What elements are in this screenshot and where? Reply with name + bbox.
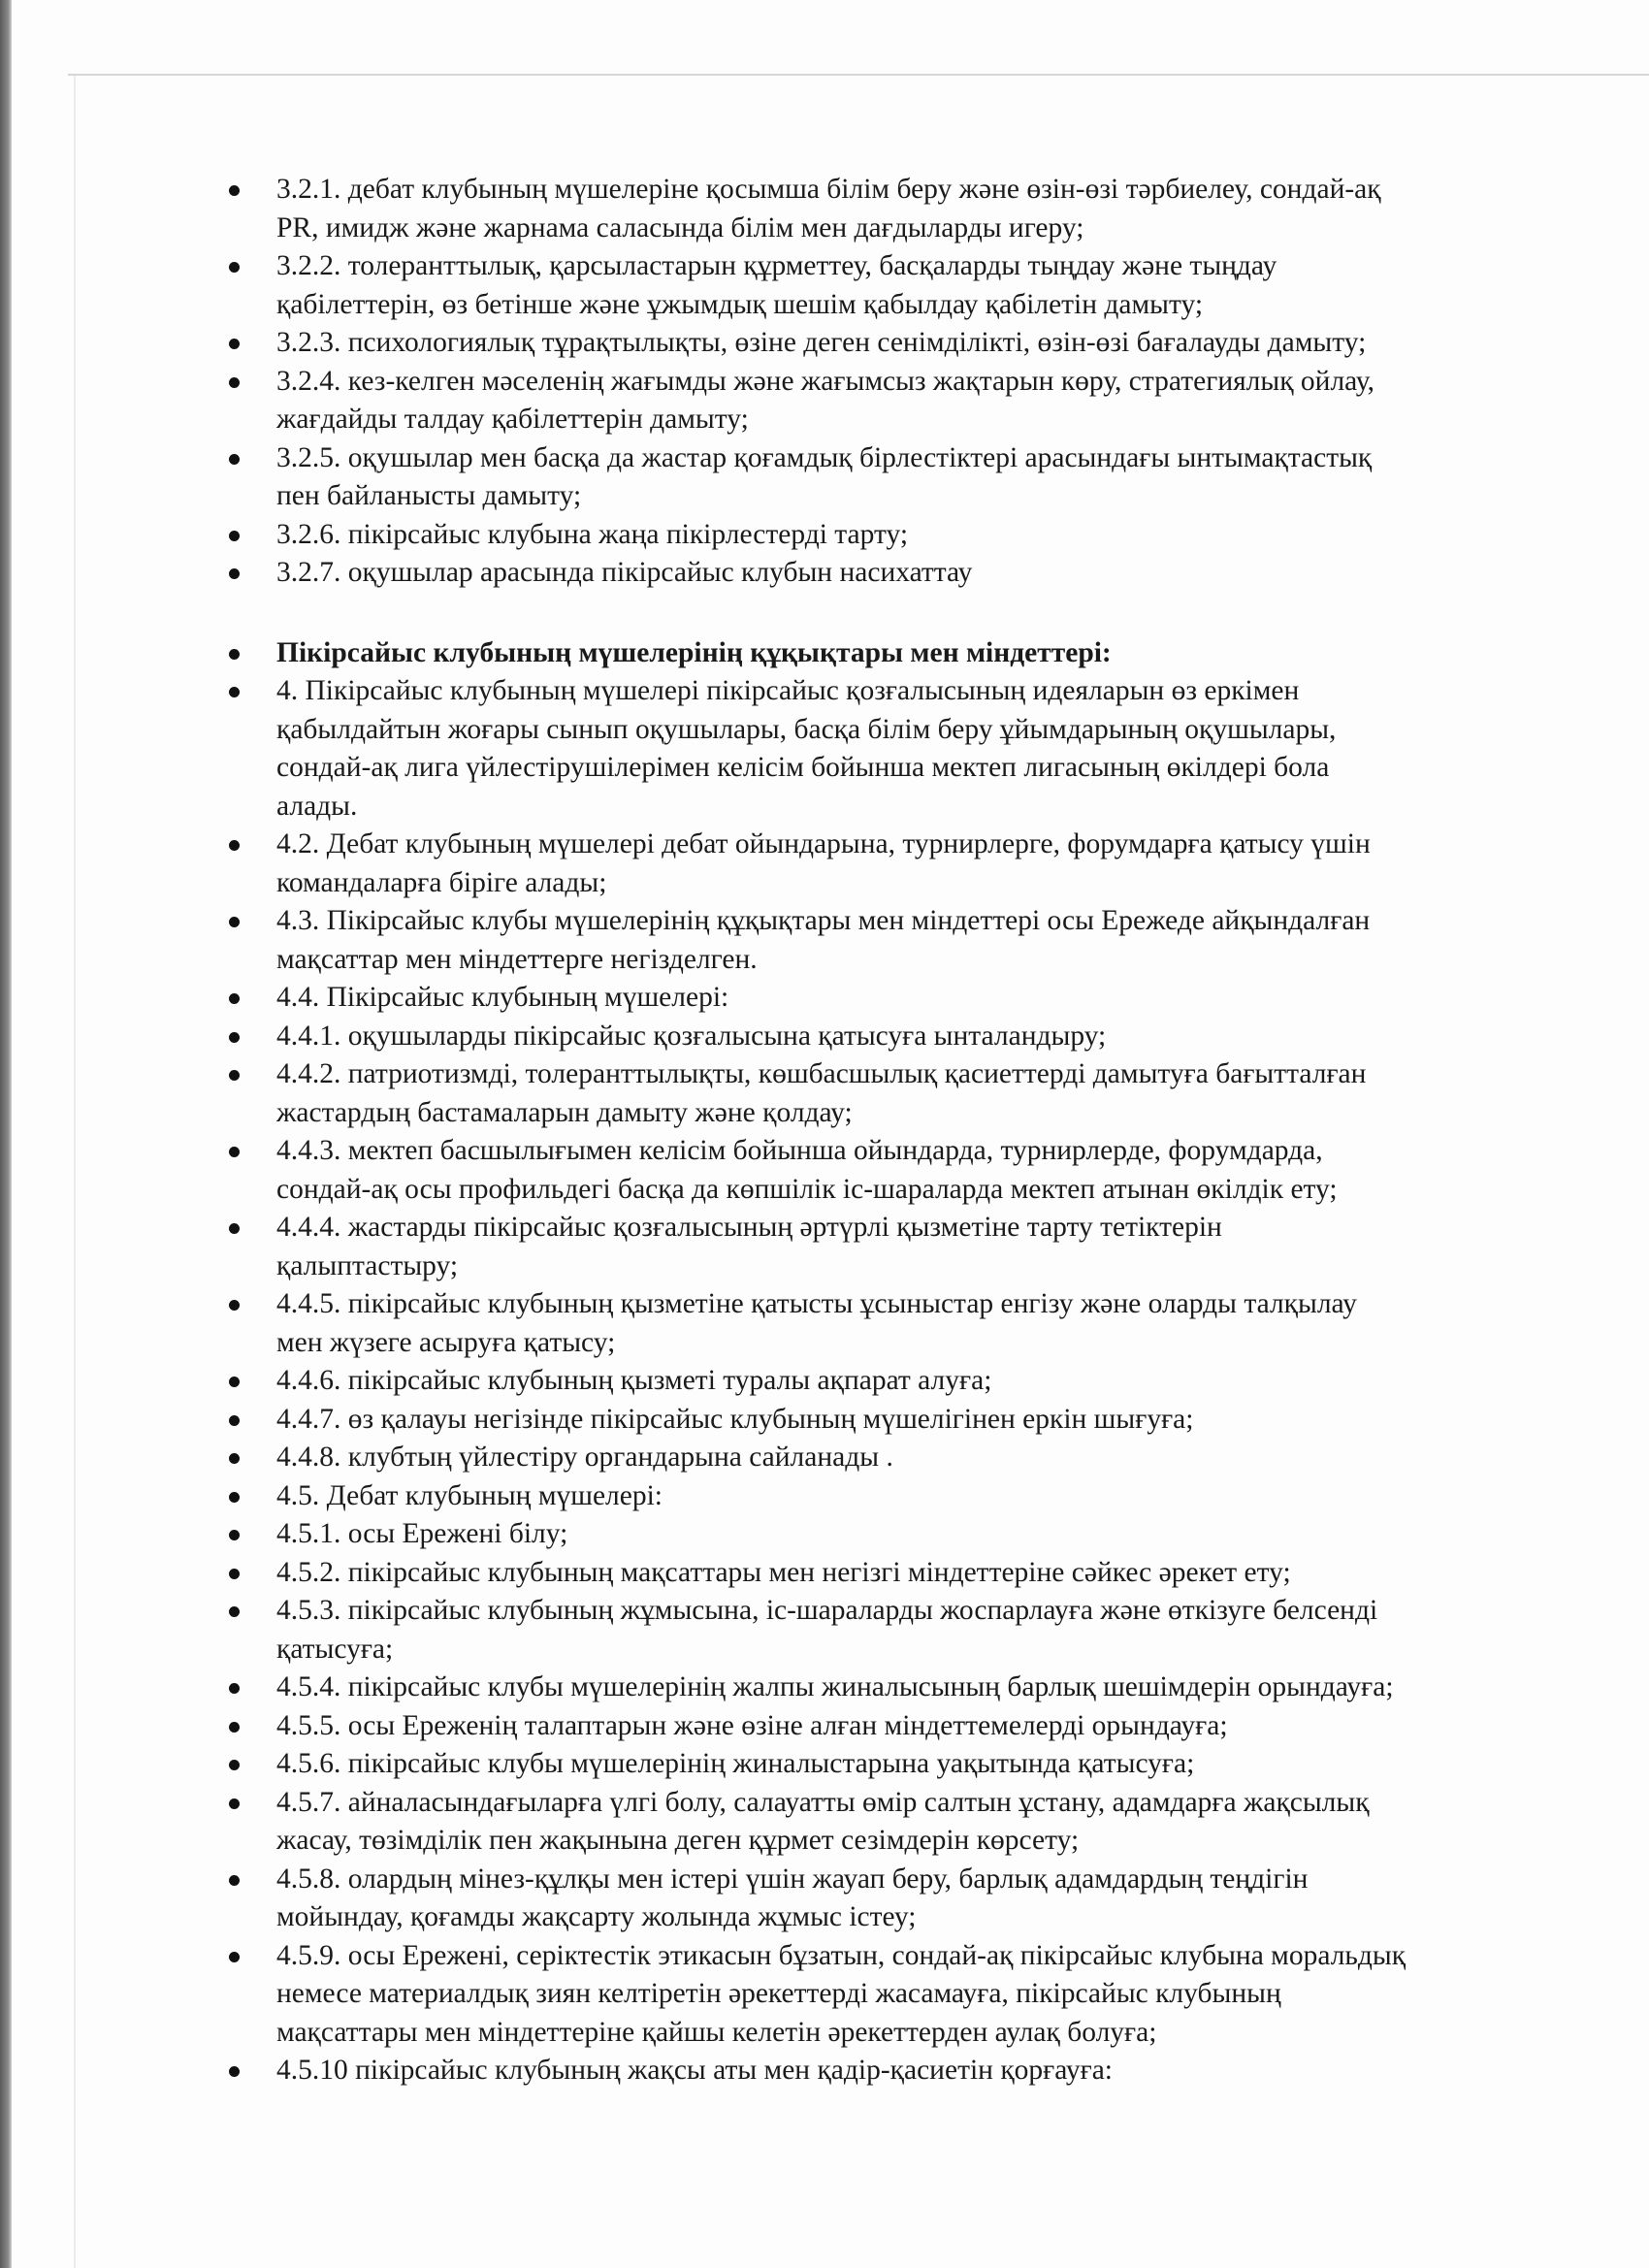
- bullet-icon: [229, 1606, 240, 1617]
- bullet-icon: [229, 1300, 240, 1311]
- list-item: [0, 516, 1649, 555]
- list-item: [0, 324, 1649, 363]
- bullet-icon: [229, 1683, 240, 1694]
- list-item-line: 4.5.3. пікірсайыс клубының жұмысына, іс-шараларды жоспарлауға және өткізуге белсенді: [276, 1595, 1378, 1626]
- bullet-icon: [229, 1875, 240, 1886]
- list-item: [0, 1669, 1649, 1707]
- bullet-icon: [229, 454, 240, 465]
- list-item-line: 4. Пікірсайыс клубының мүшелері пікірсайыс қозғалысының идеяларын өз еркімен: [276, 675, 1300, 706]
- list-item-line: 4.4. Пікірсайыс клубының мүшелері:: [276, 982, 729, 1013]
- document-page: [0, 171, 1649, 2090]
- list-item-line: 4.5.2. пікірсайыс клубының мақсаттары мен негізгі міндеттеріне сәйкес әрекет ету;: [276, 1556, 1291, 1588]
- list-item: [0, 247, 1649, 324]
- list-item: [0, 1707, 1649, 1746]
- list-item-line: 4.5.1. осы Ережені білу;: [276, 1518, 568, 1549]
- list-item-line: қабілеттерін, өз бетінше және ұжымдық шешім қабылдау қабілетін дамыту;: [276, 288, 1204, 320]
- list-item: [0, 1018, 1649, 1056]
- list-item: [0, 1439, 1649, 1477]
- list-item-line: 4.4.3. мектеп басшылығымен келісім бойынша ойындарда, турнирлерде, форумдарда,: [276, 1135, 1323, 1166]
- bullet-icon: [229, 1147, 240, 1157]
- list-item-line: жағдайды талдау қабілеттерін дамыту;: [276, 404, 749, 435]
- section-4-heading: [0, 634, 1649, 673]
- list-item-line: мақсаттар мен міндеттерге негізделген.: [276, 943, 758, 975]
- list-item: [0, 1784, 1649, 1861]
- list-item: [0, 672, 1649, 826]
- list-item: [0, 171, 1649, 247]
- bullet-icon: [229, 1032, 240, 1043]
- bullet-icon: [229, 1530, 240, 1540]
- list-item-line: сондай-ақ осы профильдегі басқа да көпшілік іс-шараларда мектеп атынан өкілдік ету;: [276, 1173, 1338, 1205]
- bullet-icon: [229, 993, 240, 1004]
- list-item-line: 4.5.5. осы Ереженің талаптарын және өзіне алған міндеттемелерді орындауға;: [276, 1709, 1228, 1741]
- list-item-line: 4.4.7. өз қалауы негізінде пікірсайыс клубының мүшелігінен еркін шығуға;: [276, 1403, 1194, 1435]
- bullet-icon: [229, 649, 240, 660]
- list-item: [0, 1285, 1649, 1362]
- bullet-icon: [229, 1223, 240, 1234]
- list-item: [0, 1477, 1649, 1516]
- list-item-line: 3.2.1. дебат клубының мүшелеріне қосымша білім беру және өзін-өзі тәрбиелеу, сондай-ақ: [276, 174, 1381, 205]
- list-item-line: 3.2.7. оқушылар арасында пікірсайыс клубын насихаттау: [276, 557, 973, 588]
- bullet-icon: [229, 1722, 240, 1733]
- list-item-line: 4.3. Пікірсайыс клубы мүшелерінің құқықтары мен міндеттері осы Ережеде айқындалған: [276, 905, 1371, 936]
- list-item-line: сондай-ақ лига үйлестірушілерімен келісім бойынша мектеп лигасының өкілдері бола: [276, 752, 1330, 783]
- list-item-line: жастардың бастамаларын дамыту және қолдау;: [276, 1096, 853, 1128]
- list-item-line: 3.2.3. психологиялық тұрақтылықты, өзіне деген сенімділікті, өзін-өзі бағалауды дамыту;: [276, 327, 1367, 358]
- heading-text: Пікірсайыс клубының мүшелерінің құқықтары мен міндеттері:: [276, 636, 1112, 668]
- list-item-line: 3.2.4. кез-келген мәселенің жағымды және жағымсыз жақтарын көру, стратегиялық ойлау,: [276, 365, 1374, 397]
- list-item: [0, 1209, 1649, 1285]
- list-item-line: қалыптастыру;: [276, 1249, 459, 1281]
- list-item-line: 4.4.6. пікірсайыс клубының қызметі туралы ақпарат алуға;: [276, 1365, 992, 1396]
- list-item: [0, 1401, 1649, 1440]
- list-item-line: 4.4.8. клубтың үйлестіру органдарына сайланады .: [276, 1442, 893, 1473]
- list-item-line: 4.5.10 пікірсайыс клубының жақсы аты мен қадір-қасиетін қорғауға:: [276, 2055, 1113, 2086]
- bullet-icon: [229, 339, 240, 349]
- bullet-icon: [229, 1760, 240, 1770]
- list-item: [0, 979, 1649, 1018]
- bullet-icon: [229, 1377, 240, 1387]
- list-item: [0, 902, 1649, 979]
- scan-top-line: [68, 74, 1649, 76]
- list-item-line: 4.5.4. пікірсайыс клубы мүшелерінің жалпы жиналысының барлық шешімдерін орындауға;: [276, 1671, 1394, 1702]
- list-item-line: мен жүзеге асыруға қатысу;: [276, 1326, 616, 1358]
- section-4-list: [0, 634, 1649, 2090]
- bullet-icon: [229, 1415, 240, 1426]
- list-item-line: 4.5.7. айналасындағыларға үлгі болу, салауатты өмір салтын ұстану, адамдарға жақсылық: [276, 1786, 1370, 1818]
- list-item: [0, 1937, 1649, 2053]
- list-item-line: 3.2.6. пікірсайыс клубына жаңа пікірлестерді тарту;: [276, 518, 909, 550]
- list-item: [0, 363, 1649, 439]
- list-item-line: 4.4.4. жастарды пікірсайыс қозғалысының әртүрлі қызметіне тарту тетіктерін: [276, 1212, 1222, 1243]
- bullet-icon: [229, 687, 240, 697]
- list-item-line: жасау, төзімділік пен жақынына деген құрмет сезімдерін көрсету;: [276, 1825, 1080, 1856]
- list-item: [0, 1861, 1649, 1937]
- list-item: [0, 1745, 1649, 1784]
- bullet-icon: [229, 840, 240, 851]
- list-item-line: немесе материалдық зиян келтіретін әрекеттерді жасамауға, пікірсайыс клубының: [276, 1978, 1281, 2009]
- list-item-line: 4.5.8. олардың мінез-құлқы мен істері үшін жауап беру, барлық адамдардың теңдігін: [276, 1863, 1309, 1895]
- list-item: [0, 826, 1649, 902]
- list-item-line: 4.4.2. патриотизмді, толеранттылықты, көшбасшылық қасиеттерді дамытуға бағытталған: [276, 1058, 1367, 1089]
- list-item-line: 4.2. Дебат клубының мүшелері дебат ойындарына, турнирлерге, форумдарға қатысу үшін: [276, 828, 1371, 859]
- list-item: [0, 1592, 1649, 1669]
- list-item-line: 4.4.5. пікірсайыс клубының қызметіне қатысты ұсыныстар енгізу және оларды талқылау: [276, 1288, 1357, 1319]
- list-item-line: командаларға біріге алады;: [276, 866, 607, 898]
- list-item-line: мақсаттары мен міндеттеріне қайшы келетін әрекеттерден аулақ болуға;: [276, 2016, 1157, 2048]
- list-item: [0, 2052, 1649, 2090]
- bullet-icon: [229, 262, 240, 273]
- bullet-icon: [229, 1453, 240, 1464]
- bullet-icon: [229, 1070, 240, 1081]
- list-item-line: қабылдайтын жоғары сынып оқушылары, басқа білім беру ұйымдарының оқушылары,: [276, 713, 1337, 745]
- section-spacer: [0, 593, 1649, 634]
- list-item-line: пен байланысты дамыту;: [276, 480, 582, 511]
- list-item: [0, 1132, 1649, 1209]
- list-item: [0, 1055, 1649, 1132]
- list-item-line: 4.4.1. оқушыларды пікірсайыс қозғалысына қатысуға ынталандыру;: [276, 1020, 1107, 1052]
- list-item: [0, 1515, 1649, 1554]
- list-item-line: қатысуға;: [276, 1633, 394, 1665]
- list-item: [0, 439, 1649, 516]
- section-3-list: [0, 171, 1649, 593]
- bullet-icon: [229, 1952, 240, 1962]
- bullet-icon: [229, 377, 240, 388]
- list-item-line: мойындау, қоғамды жақсарту жолында жұмыс істеу;: [276, 1901, 917, 1932]
- list-item-line: 4.5.9. осы Ережені, серіктестік этикасын бұзатын, сондай-ақ пікірсайыс клубына моральдық: [276, 1939, 1406, 1971]
- list-item-line: 4.5.6. пікірсайыс клубы мүшелерінің жиналыстарына уақытында қатысуға;: [276, 1748, 1195, 1779]
- bullet-icon: [229, 2066, 240, 2077]
- bullet-icon: [229, 568, 240, 579]
- list-item-line: 4.5. Дебат клубының мүшелері:: [276, 1479, 663, 1511]
- list-item: [0, 554, 1649, 593]
- list-item-line: 3.2.2. толеранттылық, қарсыластарын құрметтеу, басқаларды тыңдау және тыңдау: [276, 250, 1277, 281]
- list-item-line: 3.2.5. оқушылар мен басқа да жастар қоғамдық бірлестіктері арасындағы ынтымақтастық: [276, 441, 1373, 473]
- list-item-line: PR, имидж және жарнама саласында білім мен дағдыларды игеру;: [276, 211, 1084, 243]
- bullet-icon: [229, 1798, 240, 1809]
- bullet-icon: [229, 1569, 240, 1579]
- list-item-line: алады.: [276, 790, 358, 822]
- list-item: [0, 1362, 1649, 1401]
- bullet-icon: [229, 185, 240, 196]
- bullet-icon: [229, 917, 240, 927]
- list-item: [0, 1554, 1649, 1593]
- bullet-icon: [229, 531, 240, 541]
- bullet-icon: [229, 1492, 240, 1503]
